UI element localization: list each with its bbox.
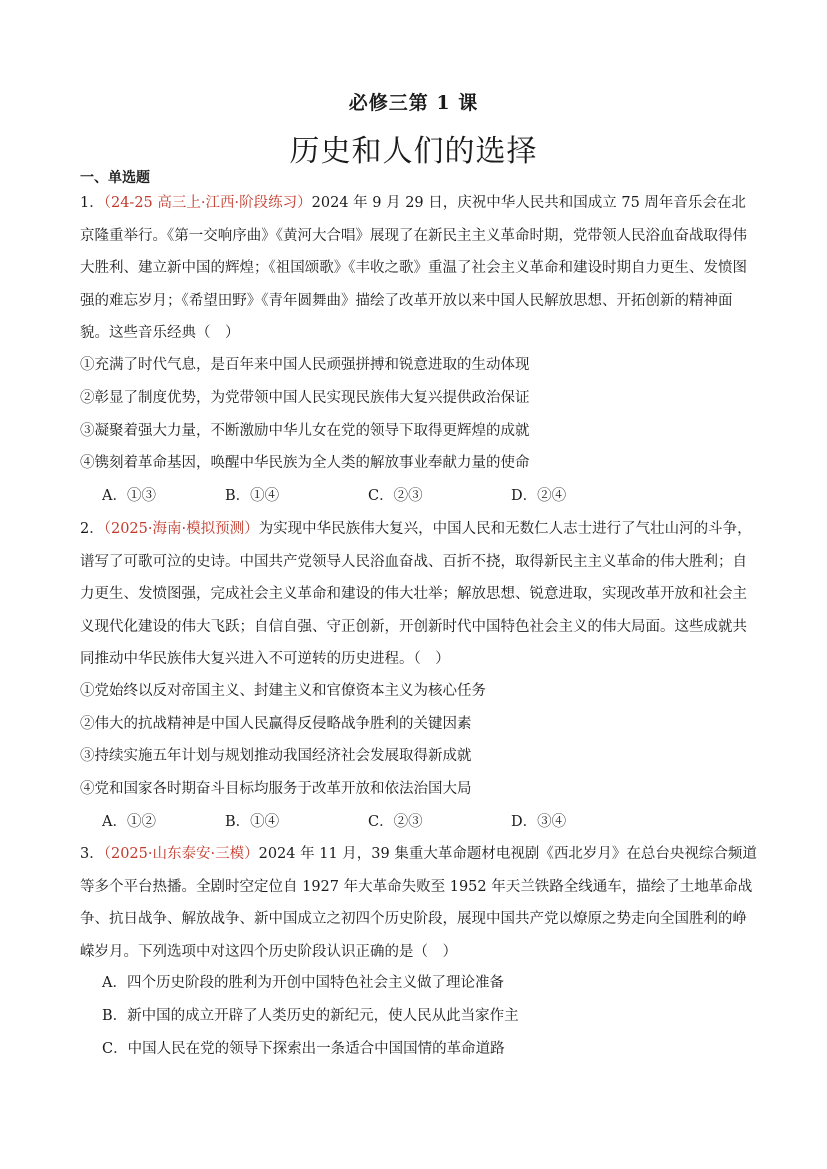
answer-option-c[interactable]: C．中国人民在党的领导下探索出一条适合中国国情的革命道路: [102, 1041, 505, 1057]
question-text: 2024 年 11 月，39 集重大革命题材电视剧《西北岁月》在总台央视综合频道等多个平台热播。全剧时空定位自 1927 年大革命失败至 1952 年天兰铁路全线通车，描绘了土地革命战争、抗日战争、解放战争、新中国成立之初四个历史阶段，展现中国共产党以燎原之势走向全国胜利的峥嵘岁月。下列选项中对这四个历史阶段认识正确的是（ ）: [80, 846, 757, 960]
question-1-stem: [80, 187, 760, 350]
question-source: （2025·海南·模拟预测）: [103, 521, 259, 537]
question-number: 3．: [80, 846, 104, 862]
choice-a[interactable]: A．①③: [102, 488, 156, 504]
answer-option-b[interactable]: B．新中国的成立开辟了人类历史的新纪元，使人民从此当家作主: [102, 1008, 519, 1024]
question-text: 为实现中华民族伟大复兴，中国人民和无数仁人志士进行了气壮山河的斗争，谱写了可歌可泣的史诗。中国共产党领导人民浴血奋战、百折不挠，取得新民主主义革命的伟大胜利；自力更生、发愤图强，完成社会主义革命和建设的伟大壮举；解放思想、锐意进取，实现改革开放和社会主义现代化建设的伟大飞跃；自信自强、守正创新，开创新时代中国特色社会主义的伟大局面。这些成就共同推动中华民族伟大复兴进入不可逆转的历史进程。（ ）: [80, 521, 752, 668]
lesson-subtitle: 必修三第 1 课: [348, 92, 479, 114]
question-1-option: ③凝聚着强大力量，不断激励中华儿女在党的领导下取得更辉煌的成就: [80, 423, 530, 439]
answer-option-a[interactable]: A．四个历史阶段的胜利为开创中国特色社会主义做了理论准备: [102, 975, 504, 991]
question-1-option: ①充满了时代气息，是百年来中国人民顽强拼搏和锐意进取的生动体现: [80, 357, 530, 373]
question-number: 1．: [80, 195, 104, 211]
question-2-option: ①党始终以反对帝国主义、封建主义和官僚资本主义为核心任务: [80, 683, 486, 699]
choice-d[interactable]: D．③④: [511, 814, 567, 830]
lesson-title: 历史和人们的选择: [289, 134, 538, 169]
choice-c[interactable]: C．②③: [368, 814, 423, 830]
choice-a[interactable]: A．①②: [102, 814, 156, 830]
question-source: （24-25 高三上·江西·阶段练习）: [103, 195, 312, 211]
choice-b[interactable]: B．①④: [225, 488, 280, 504]
choice-c[interactable]: C．②③: [368, 488, 423, 504]
choice-d[interactable]: D．②④: [511, 488, 567, 504]
question-2-choices: [102, 812, 702, 832]
question-2-option: ②伟大的抗战精神是中国人民赢得反侵略战争胜利的关键因素: [80, 716, 472, 732]
question-1-option: ④镌刻着革命基因，唤醒中华民族为全人类的解放事业奉献力量的使命: [80, 455, 530, 471]
question-text: 2024 年 9 月 29 日，庆祝中华人民共和国成立 75 周年音乐会在北京隆重举行。《第一交响序曲》《黄河大合唱》展现了在新民主主义革命时期，党带领人民浴血奋战取得伟大胜利、建立新中国的辉煌；《祖国颂歌》《丰收之歌》重温了社会主义革命和建设时期自力更生、发愤图强的难忘岁月；《希望田野》《青年圆舞曲》描绘了改革开放以来中国人民解放思想、开拓创新的精神面貌。这些音乐经典（ ）: [80, 195, 747, 342]
question-2-stem: [80, 513, 760, 676]
question-1-choices: [102, 486, 702, 506]
question-number: 2．: [80, 521, 104, 537]
question-3-stem: [80, 838, 760, 968]
question-source: （2025·山东泰安·三模）: [103, 846, 259, 862]
choice-b[interactable]: B．①④: [225, 814, 280, 830]
section-heading: 一、单选题: [80, 170, 150, 186]
question-2-option: ④党和国家各时期奋斗目标均服务于改革开放和依法治国大局: [80, 781, 472, 797]
question-1-option: ②彰显了制度优势，为党带领中国人民实现民族伟大复兴提供政治保证: [80, 390, 530, 406]
question-2-option: ③持续实施五年计划与规划推动我国经济社会发展取得新成就: [80, 748, 472, 764]
